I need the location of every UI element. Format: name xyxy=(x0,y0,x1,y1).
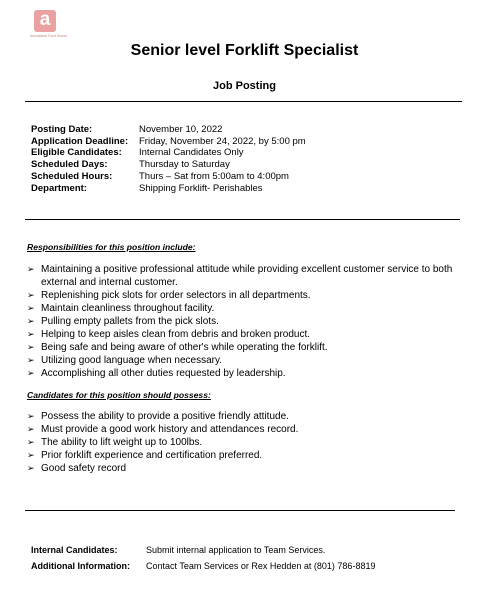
company-logo xyxy=(30,9,68,38)
arrow-bullet-icon: ➢ xyxy=(27,342,35,352)
detail-label: Eligible Candidates: xyxy=(31,147,122,159)
page-subtitle: Job Posting xyxy=(213,80,276,92)
detail-value: Thurs – Sat from 5:00am to 4:00pm xyxy=(139,170,289,182)
list-item-text: Helping to keep aisles clean from debris and broken product. xyxy=(41,329,311,340)
footer-row xyxy=(31,542,375,558)
list-item-text: Good safety record xyxy=(41,463,127,474)
list-item xyxy=(27,302,465,315)
detail-row xyxy=(31,147,306,159)
arrow-bullet-icon: ➢ xyxy=(27,303,35,313)
footer-row xyxy=(31,558,375,574)
arrow-bullet-icon: ➢ xyxy=(27,463,35,473)
detail-label: Application Deadline: xyxy=(31,135,129,147)
list-item xyxy=(27,410,465,423)
list-item xyxy=(27,423,465,436)
arrow-bullet-icon: ➢ xyxy=(27,424,35,434)
arrow-bullet-icon: ➢ xyxy=(27,264,35,274)
list-item xyxy=(27,449,465,462)
list-item-text: Maintain cleanliness throughout facility. xyxy=(41,303,215,314)
divider-details xyxy=(25,219,460,220)
list-item-text: Accomplishing all other duties requested by leadership. xyxy=(41,368,286,379)
list-item xyxy=(27,462,465,475)
logo-caption: Associated Food Stores xyxy=(30,34,68,38)
page-title: Senior level Forklift Specialist xyxy=(130,42,359,59)
arrow-bullet-icon: ➢ xyxy=(27,450,35,460)
detail-value: Thursday to Saturday xyxy=(139,159,230,171)
posting-details xyxy=(31,124,306,194)
detail-label: Department: xyxy=(31,182,87,194)
detail-value: November 10, 2022 xyxy=(139,124,223,135)
list-item-text: Possess the ability to provide a positive friendly attitude. xyxy=(41,411,289,422)
arrow-bullet-icon: ➢ xyxy=(27,437,35,447)
detail-row xyxy=(31,136,306,148)
list-item xyxy=(27,289,465,302)
candidates-list xyxy=(27,410,465,475)
detail-row xyxy=(31,159,306,171)
detail-label: Posting Date: xyxy=(31,124,93,135)
list-item-text: Must provide a good work history and attendances record. xyxy=(41,424,299,435)
arrow-bullet-icon: ➢ xyxy=(27,290,35,300)
divider-bottom xyxy=(25,510,455,511)
contact-info xyxy=(31,542,375,574)
list-item xyxy=(27,367,465,380)
detail-value: Shipping Forklift- Perishables xyxy=(139,182,263,194)
list-item-text: The ability to lift weight up to 100lbs. xyxy=(41,437,203,448)
responsibilities-list xyxy=(27,263,465,380)
list-item xyxy=(27,436,465,449)
detail-row xyxy=(31,183,306,195)
candidates-heading: Candidates for this position should possess: xyxy=(27,390,211,400)
list-item xyxy=(27,315,465,328)
list-item-text: Maintaining a positive professional attitude while providing excellent customer service to both external and internal customer. xyxy=(41,264,453,288)
footer-label: Internal Candidates: xyxy=(31,545,118,555)
list-item-text: Prior forklift experience and certification preferred. xyxy=(41,450,263,461)
detail-label: Scheduled Days: xyxy=(31,159,108,171)
arrow-bullet-icon: ➢ xyxy=(27,316,35,326)
logo-mark: a xyxy=(34,10,56,32)
detail-row xyxy=(31,124,306,136)
detail-label: Scheduled Hours: xyxy=(31,170,113,182)
list-item-text: Pulling empty pallets from the pick slots. xyxy=(41,316,219,327)
responsibilities-heading: Responsibilities for this position include: xyxy=(27,242,196,252)
arrow-bullet-icon: ➢ xyxy=(27,355,35,365)
list-item-text: Utilizing good language when necessary. xyxy=(41,355,223,366)
list-item xyxy=(27,341,465,354)
arrow-bullet-icon: ➢ xyxy=(27,368,35,378)
detail-value: Friday, November 24, 2022, by 5:00 pm xyxy=(139,135,306,147)
arrow-bullet-icon: ➢ xyxy=(27,411,35,421)
footer-value: Contact Team Services or Rex Hedden at (801) 786-8819 xyxy=(146,561,376,571)
list-item-text: Being safe and being aware of other's while operating the forklift. xyxy=(41,342,328,353)
divider-top xyxy=(25,101,462,102)
arrow-bullet-icon: ➢ xyxy=(27,329,35,339)
footer-value: Submit internal application to Team Services. xyxy=(146,545,326,555)
list-item xyxy=(27,263,465,289)
list-item xyxy=(27,328,465,341)
list-item-text: Replenishing pick slots for order selectors in all departments. xyxy=(41,290,311,301)
list-item xyxy=(27,354,465,367)
detail-row xyxy=(31,171,306,183)
footer-label: Additional Information: xyxy=(31,561,130,571)
detail-value: Internal Candidates Only xyxy=(139,147,244,159)
